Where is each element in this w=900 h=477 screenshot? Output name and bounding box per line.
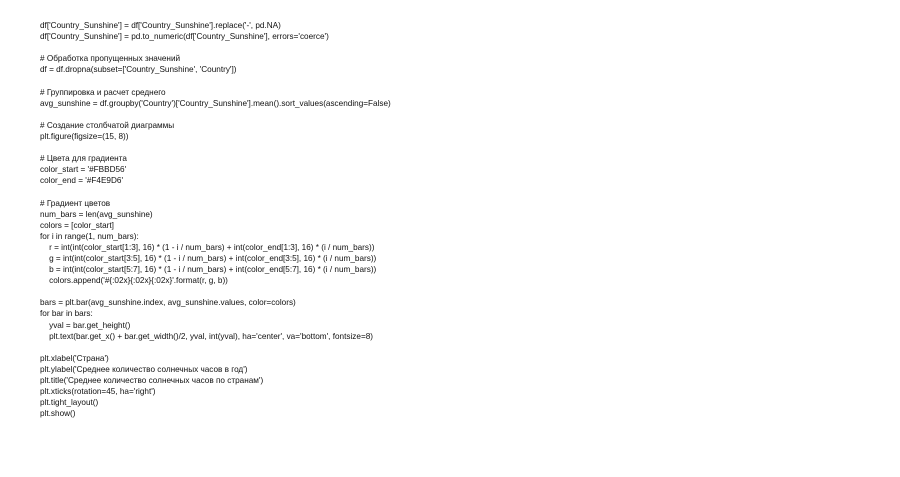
code-line bbox=[40, 75, 880, 86]
code-line bbox=[40, 109, 880, 120]
code-line: for bar in bars: bbox=[40, 309, 93, 319]
code-line: for i in range(1, num_bars): bbox=[40, 231, 139, 241]
code-line: avg_sunshine = df.groupby('Country')['Country_Sunshine'].mean().sort_values(ascending=False) bbox=[40, 98, 391, 108]
code-line: # Цвета для градиента bbox=[40, 154, 127, 164]
code-line: color_end = '#F4E9D6' bbox=[40, 176, 124, 186]
code-line: plt.ylabel('Среднее количество солнечных часов в год') bbox=[40, 364, 248, 374]
code-line: # Группировка и расчет среднего bbox=[40, 87, 166, 97]
code-line: b = int(int(color_start[5:7], 16) * (1 - i / num_bars) + int(color_end[5:7], 16) * (i / num_bars)) bbox=[40, 265, 377, 275]
code-line bbox=[40, 342, 880, 353]
code-line: yval = bar.get_height() bbox=[40, 320, 131, 330]
code-line: plt.tight_layout() bbox=[40, 398, 99, 408]
code-line: plt.text(bar.get_x() + bar.get_width()/2, yval, int(yval), ha='center', va='bottom', fontsize=8) bbox=[40, 331, 373, 341]
code-line: plt.xlabel('Страна') bbox=[40, 353, 109, 363]
code-line: bars = plt.bar(avg_sunshine.index, avg_sunshine.values, color=colors) bbox=[40, 298, 296, 308]
code-line bbox=[40, 186, 880, 197]
code-line bbox=[40, 42, 880, 53]
code-line: r = int(int(color_start[1:3], 16) * (1 - i / num_bars) + int(color_end[1:3], 16) * (i / num_bars)) bbox=[40, 242, 375, 252]
code-line bbox=[40, 286, 880, 297]
code-line: # Градиент цветов bbox=[40, 198, 111, 208]
code-line: colors = [color_start] bbox=[40, 220, 114, 230]
code-line: # Создание столбчатой диаграммы bbox=[40, 120, 175, 130]
code-line: # Обработка пропущенных значений bbox=[40, 54, 181, 64]
code-block bbox=[40, 20, 880, 419]
code-line: plt.title('Среднее количество солнечных часов по странам') bbox=[40, 376, 264, 385]
code-line: df = df.dropna(subset=['Country_Sunshine', 'Country']) bbox=[40, 65, 237, 75]
code-line: df['Country_Sunshine'] = df['Country_Sunshine'].replace('-', pd.NA) bbox=[40, 21, 281, 30]
code-line bbox=[40, 142, 880, 153]
code-line: df['Country_Sunshine'] = pd.to_numeric(df['Country_Sunshine'], errors='coerce') bbox=[40, 32, 329, 42]
code-line: plt.show() bbox=[40, 409, 76, 419]
code-line: color_start = '#FBBD56' bbox=[40, 165, 127, 175]
code-line: num_bars = len(avg_sunshine) bbox=[40, 209, 153, 219]
code-line: plt.xticks(rotation=45, ha='right') bbox=[40, 387, 156, 397]
code-line: plt.figure(figsize=(15, 8)) bbox=[40, 131, 129, 141]
code-line: colors.append('#{:02x}{:02x}{:02x}'.format(r, g, b)) bbox=[40, 276, 228, 286]
code-line: g = int(int(color_start[3:5], 16) * (1 - i / num_bars) + int(color_end[3:5], 16) * (i / num_bars)) bbox=[40, 253, 377, 263]
